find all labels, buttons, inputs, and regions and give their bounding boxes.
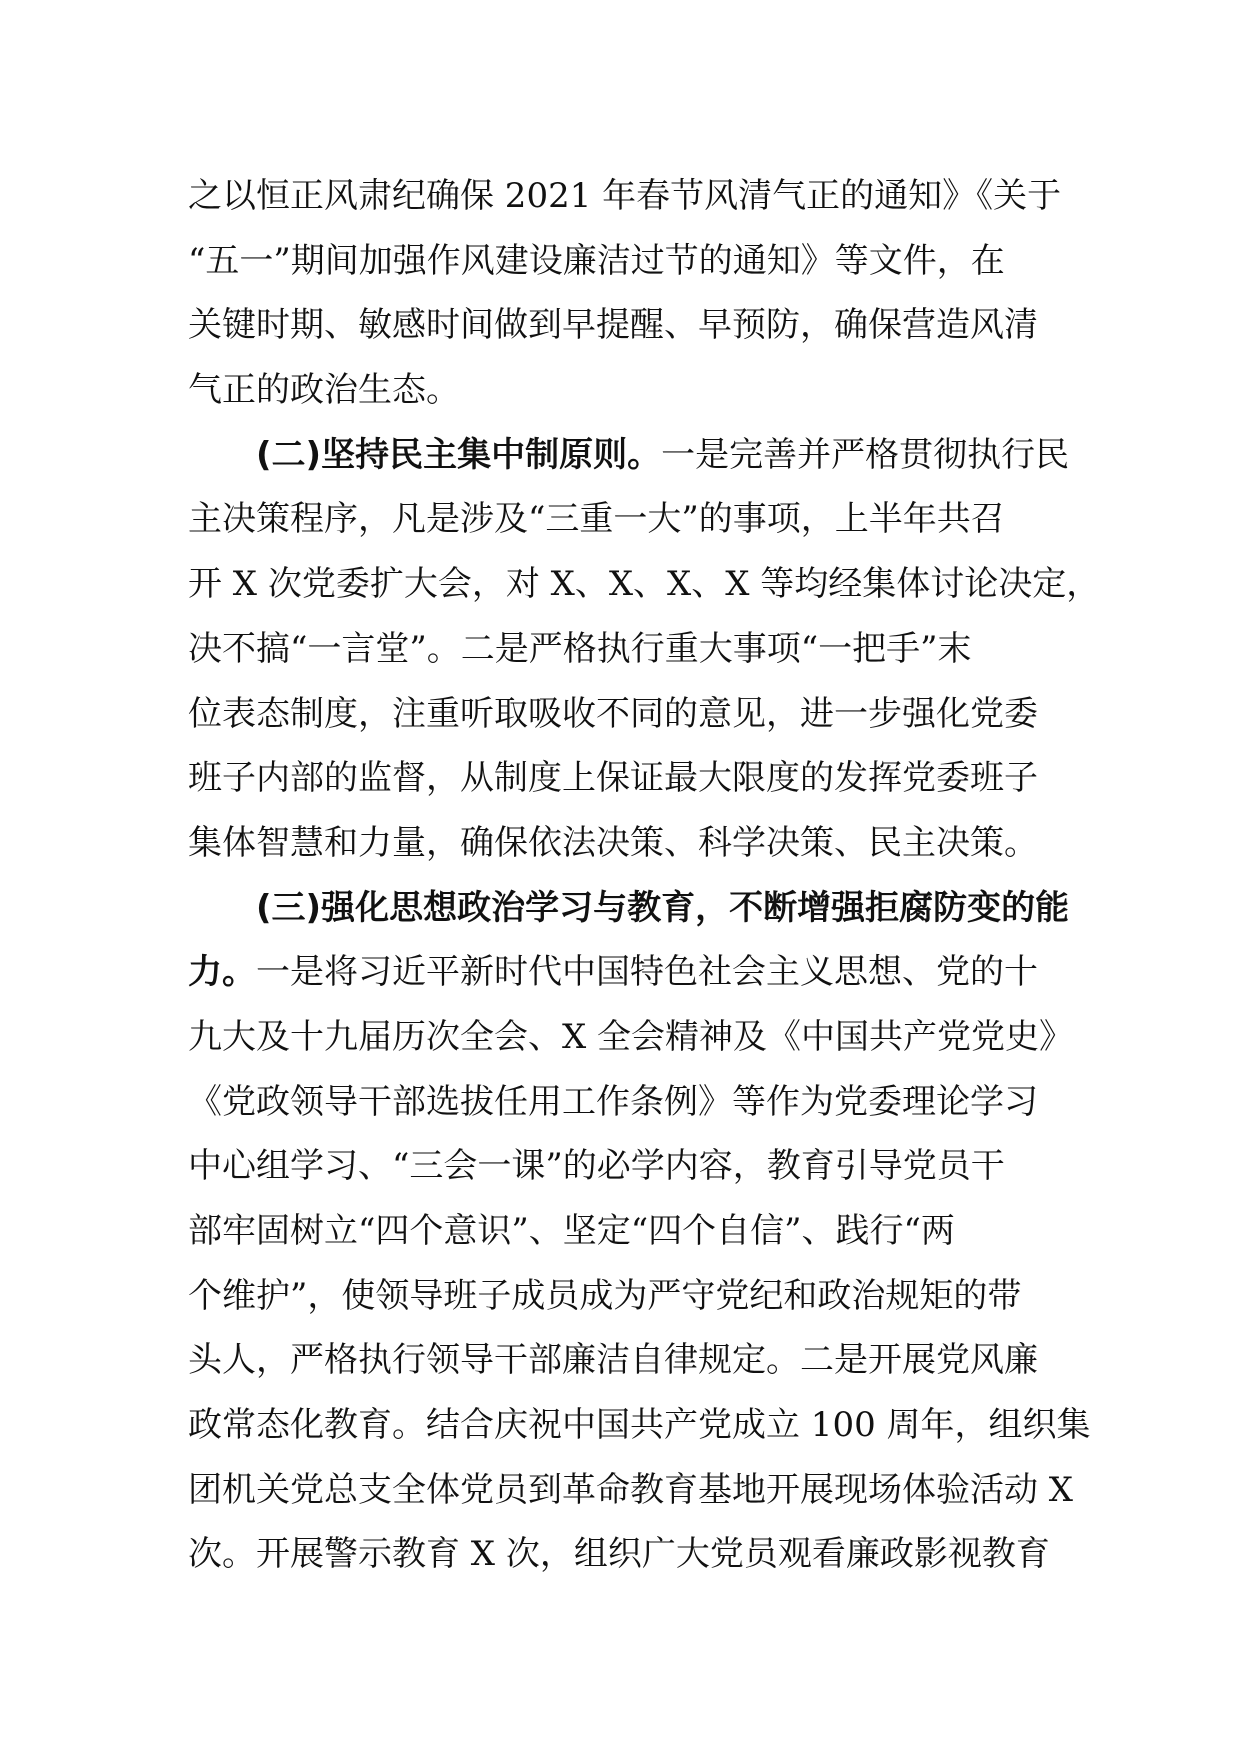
paragraph-3-line-9: 政常态化教育。结合庆祝中国共产党成立 100 周年，组织集: [188, 1405, 1091, 1446]
paragraph-2-line-5: 位表态制度，注重听取吸收不同的意见，进一步强化党委: [188, 693, 1038, 734]
section-heading-2: (二)坚持民主集中制原则。: [256, 434, 662, 475]
paragraph-3-line-8: 头人，严格执行领导干部廉洁自律规定。二是开展党风廉: [188, 1340, 1038, 1381]
paragraph-1-line-1: 之以恒正风肃纪确保 2021 年春节风清气正的通知》《关于: [188, 176, 1062, 216]
paragraph-2-line-6: 班子内部的监督，从制度上保证最大限度的发挥党委班子: [188, 758, 1038, 799]
paragraph-3-line-3: 九大及十九届历次全会、X 全会精神及《中国共产党党史》: [188, 1016, 1074, 1057]
paragraph-2-line-2: 主决策程序，凡是涉及“三重一大”的事项，上半年共召: [188, 499, 1005, 540]
paragraph-3-line-5: 中心组学习、“三会一课”的必学内容，教育引导党员干: [188, 1146, 1005, 1187]
paragraph-2-line-4: 决不搞“一言堂”。二是严格执行重大事项“一把手”末: [188, 628, 972, 669]
paragraph-1-line-4: 气正的政治生态。: [188, 370, 460, 411]
paragraph-2-line-7: 集体智慧和力量，确保依法决策、科学决策、民主决策。: [188, 822, 1038, 863]
paragraph-3-line-10: 团机关党总支全体党员到革命教育基地开展现场体验活动 X: [188, 1469, 1074, 1510]
paragraph-3-line-6: 部牢固树立“四个意识”、坚定“四个自信”、践行“两: [188, 1211, 955, 1251]
paragraph-2-line-1: [188, 423, 1068, 488]
paragraph-1-line-3: 关键时期、敏感时间做到早提醒、早预防，确保营造风清: [188, 305, 1038, 346]
paragraph-3-line-2-text: 一是将习近平新时代中国特色社会主义思想、党的十: [256, 952, 1038, 993]
paragraph-3-line-11: 次。开展警示教育 X 次，组织广大党员观看廉政影视教育: [188, 1534, 1050, 1575]
section-heading-3: (三)强化思想政治学习与教育，不断增强拒腐防变的能: [256, 887, 1070, 928]
body-text: [188, 164, 1101, 1587]
section-heading-3-end: 力。: [188, 952, 256, 993]
paragraph-3-line-7: 个维护”，使领导班子成员成为严守党纪和政治规矩的带: [188, 1275, 1022, 1316]
paragraph-3-line-4: 《党政领导干部选拔任用工作条例》等作为党委理论学习: [188, 1081, 1038, 1122]
paragraph-2-line-1-text: 一是完善并严格贯彻执行民: [661, 434, 1070, 475]
paragraph-1-line-2: “五一”期间加强作风建设廉洁过节的通知》等文件，在: [188, 240, 1005, 281]
paragraph-3-line-2: [188, 940, 1068, 1005]
paragraph-2-line-3: 开 X 次党委扩大会，对 X、X、X、X 等均经集体讨论决定，: [188, 564, 1101, 605]
